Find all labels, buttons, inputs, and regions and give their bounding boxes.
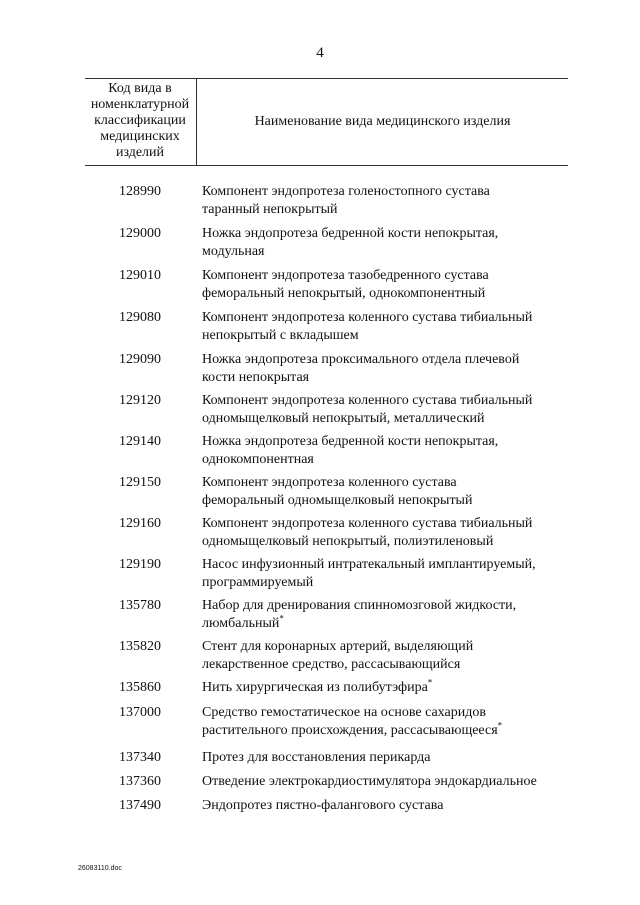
row-code: 135860 [119,680,161,695]
row-code: 135780 [119,598,161,613]
row-name [202,704,568,740]
row-name-line: Ножка эндопротеза бедренной кости непокрытая, [202,434,499,449]
row-name [202,225,568,261]
row-name [202,679,568,697]
row-code: 129080 [119,310,161,325]
row-name-line: Компонент эндопротеза голеностопного сустава [202,184,490,199]
footnote-mark: * [427,677,433,688]
row-name-line: одномыщелковый непокрытый, металлический [202,411,485,426]
row-name [202,351,568,387]
row-name [202,515,568,551]
header-code-line: номенклатурной [90,97,190,112]
row-name [202,797,568,815]
row-code: 137360 [119,774,161,789]
row-name [202,638,568,674]
row-name [202,556,568,592]
row-code: 129150 [119,475,161,490]
row-name-line: феморальный одномыщелковый непокрытый [202,493,473,508]
row-name-line: Компонент эндопротеза коленного сустава тибиальный [202,393,533,408]
row-name-line: лекарственное средство, рассасывающийся [202,657,461,672]
row-name-line: люмбальный* [202,613,284,631]
row-name [202,309,568,345]
row-name [202,392,568,428]
row-name-line: модульная [202,244,265,259]
row-code: 129090 [119,352,161,367]
row-name [202,773,568,791]
row-name-line: Отведение электрокардиостимулятора эндокардиальное [202,774,537,789]
row-name-line: непокрытый с вкладышем [202,328,359,343]
row-name-line: Средство гемостатическое на основе сахаридов [202,705,486,720]
row-name [202,183,568,219]
row-name [202,749,568,767]
row-name-line: Стент для коронарных артерий, выделяющий [202,639,474,654]
row-name-line: Компонент эндопротеза тазобедренного сустава [202,268,489,283]
row-name-line: Нить хирургическая из полибутэфира* [202,677,433,695]
row-name-line: Ножка эндопротеза проксимального отдела плечевой [202,352,520,367]
row-name [202,597,568,633]
row-name [202,474,568,510]
file-name-footer: 26083110.doc [78,865,122,872]
row-code: 137340 [119,750,161,765]
header-code-line: изделий [115,145,165,160]
row-name-line: одномыщелковый непокрытый, полиэтиленовый [202,534,494,549]
row-name [202,267,568,303]
header-name-column: Наименование вида медицинского изделия [254,114,511,129]
row-name-line: Компонент эндопротеза коленного сустава тибиальный [202,310,533,325]
header-code-line: классификации [94,113,186,128]
row-name-line: таранный непокрытый [202,202,338,217]
row-code: 137490 [119,798,161,813]
row-name-line: Компонент эндопротеза коленного сустава тибиальный [202,516,533,531]
row-name-line: феморальный непокрытый, однокомпонентный [202,286,486,301]
table-header [85,78,568,166]
row-code: 129140 [119,434,161,449]
row-code: 129000 [119,226,161,241]
row-name-line: программируемый [202,575,314,590]
row-name-line: Ножка эндопротеза бедренной кости непокрытая, [202,226,499,241]
row-code: 129010 [119,268,161,283]
row-name-line: Насос инфузионный интратекальный имплантируемый, [202,557,536,572]
row-name-line: Компонент эндопротеза коленного сустава [202,475,457,490]
row-code: 129190 [119,557,161,572]
row-name [202,433,568,469]
header-code-line: медицинских [100,129,180,144]
row-name-line: Набор для дренирования спинномозговой жидкости, [202,598,517,613]
header-code-line: Код вида в [108,81,172,96]
footnote-mark: * [279,613,284,624]
header-code-column [85,81,195,163]
row-name-line: кости непокрытая [202,370,310,385]
row-name-line: Протез для восстановления перикарда [202,750,431,765]
page-number: 4 [316,45,324,61]
row-name-line: однокомпонентная [202,452,314,467]
row-name-line: Эндопротез пястно-фалангового сустава [202,798,444,813]
row-code: 135820 [119,639,161,654]
row-code: 129120 [119,393,161,408]
row-code: 128990 [119,184,161,199]
row-code: 137000 [119,705,161,720]
row-name-line: растительного происхождения, рассасывающееся* [202,720,503,738]
row-code: 129160 [119,516,161,531]
footnote-mark: * [497,720,503,731]
